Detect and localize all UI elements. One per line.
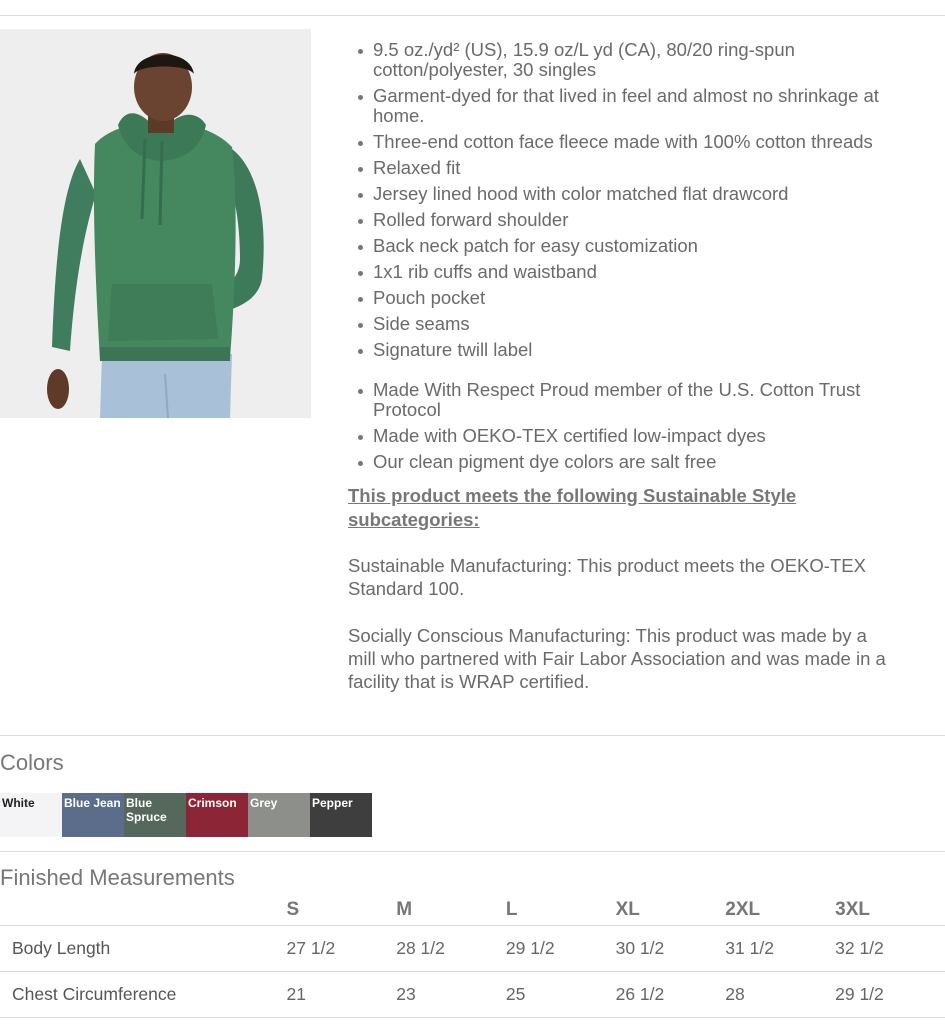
size-header: M bbox=[396, 895, 506, 925]
measurement-value: 28 1/2 bbox=[396, 925, 506, 971]
size-header: L bbox=[506, 895, 616, 925]
measurement-value: 32 1/2 bbox=[835, 925, 945, 971]
color-swatch-white[interactable]: White bbox=[0, 793, 62, 837]
feature-item: Relaxed fit bbox=[348, 158, 908, 178]
sustainable-manufacturing-text: Sustainable Manufacturing: This product meets the OEKO-TEX Standard 100. bbox=[348, 555, 866, 599]
measurement-value: 28 bbox=[725, 971, 835, 1017]
feature-item: Our clean pigment dye colors are salt free bbox=[348, 452, 908, 472]
size-header: 3XL bbox=[835, 895, 945, 925]
color-swatches bbox=[0, 793, 372, 837]
sustainability-feature-list bbox=[348, 380, 908, 472]
measurement-value: 29 1/2 bbox=[506, 925, 616, 971]
measurement-value: 30 1/2 bbox=[616, 925, 726, 971]
measurement-value: 23 bbox=[396, 971, 506, 1017]
section-divider bbox=[0, 735, 945, 736]
color-swatch-crimson[interactable]: Crimson bbox=[186, 793, 248, 837]
section-divider bbox=[0, 851, 945, 852]
feature-item: Back neck patch for easy customization bbox=[348, 236, 908, 256]
color-swatch-grey[interactable]: Grey bbox=[248, 793, 310, 837]
measurement-value: 26 1/2 bbox=[616, 971, 726, 1017]
feature-item: Jersey lined hood with color matched flat drawcord bbox=[348, 184, 908, 204]
color-swatch-blue-spruce[interactable]: Blue Spruce bbox=[124, 793, 186, 837]
top-divider bbox=[0, 15, 945, 16]
sustainable-style-heading: This product meets the following Sustainable Style subcategories: bbox=[348, 485, 797, 530]
measurement-value: 21 bbox=[287, 971, 397, 1017]
measurements-title: Finished Measurements bbox=[0, 865, 235, 890]
measurement-label: Body Length bbox=[0, 925, 287, 971]
table-row bbox=[0, 925, 945, 971]
feature-item: Made With Respect Proud member of the U.S. Cotton Trust Protocol bbox=[348, 380, 908, 420]
color-swatch-pepper[interactable]: Pepper bbox=[310, 793, 372, 837]
feature-item: Signature twill label bbox=[348, 340, 908, 360]
socially-conscious-text: Socially Conscious Manufacturing: This product was made by a mill who partnered with Fair Labor Association and was made in a facility that is WRAP certified. bbox=[348, 625, 886, 692]
measurement-value: 29 1/2 bbox=[835, 971, 945, 1017]
measurement-label: Chest Circumference bbox=[0, 971, 287, 1017]
feature-item: Three-end cotton face fleece made with 100% cotton threads bbox=[348, 132, 908, 152]
measurement-value: 25 bbox=[506, 971, 616, 1017]
table-header-blank bbox=[0, 895, 287, 925]
colors-title: Colors bbox=[0, 750, 64, 775]
color-swatch-blue-jean[interactable]: Blue Jean bbox=[62, 793, 124, 837]
size-header: XL bbox=[616, 895, 726, 925]
feature-item: 1x1 rib cuffs and waistband bbox=[348, 262, 908, 282]
feature-item: 9.5 oz./yd² (US), 15.9 oz/L yd (CA), 80/20 ring-spun cotton/polyester, 30 singles bbox=[348, 40, 908, 80]
feature-item: Made with OEKO-TEX certified low-impact dyes bbox=[348, 426, 908, 446]
measurement-value: 31 1/2 bbox=[725, 925, 835, 971]
table-row bbox=[0, 971, 945, 1017]
feature-list bbox=[348, 40, 908, 360]
size-header: S bbox=[287, 895, 397, 925]
table-header-row bbox=[0, 895, 945, 925]
feature-item: Garment-dyed for that lived in feel and almost no shrinkage at home. bbox=[348, 86, 908, 126]
measurement-value: 27 1/2 bbox=[287, 925, 397, 971]
feature-item: Side seams bbox=[348, 314, 908, 334]
hoodie-model-image bbox=[0, 29, 311, 418]
size-header: 2XL bbox=[725, 895, 835, 925]
feature-item: Rolled forward shoulder bbox=[348, 210, 908, 230]
product-description bbox=[348, 40, 908, 693]
measurements-table bbox=[0, 895, 945, 1018]
product-photo bbox=[0, 29, 311, 418]
feature-item: Pouch pocket bbox=[348, 288, 908, 308]
